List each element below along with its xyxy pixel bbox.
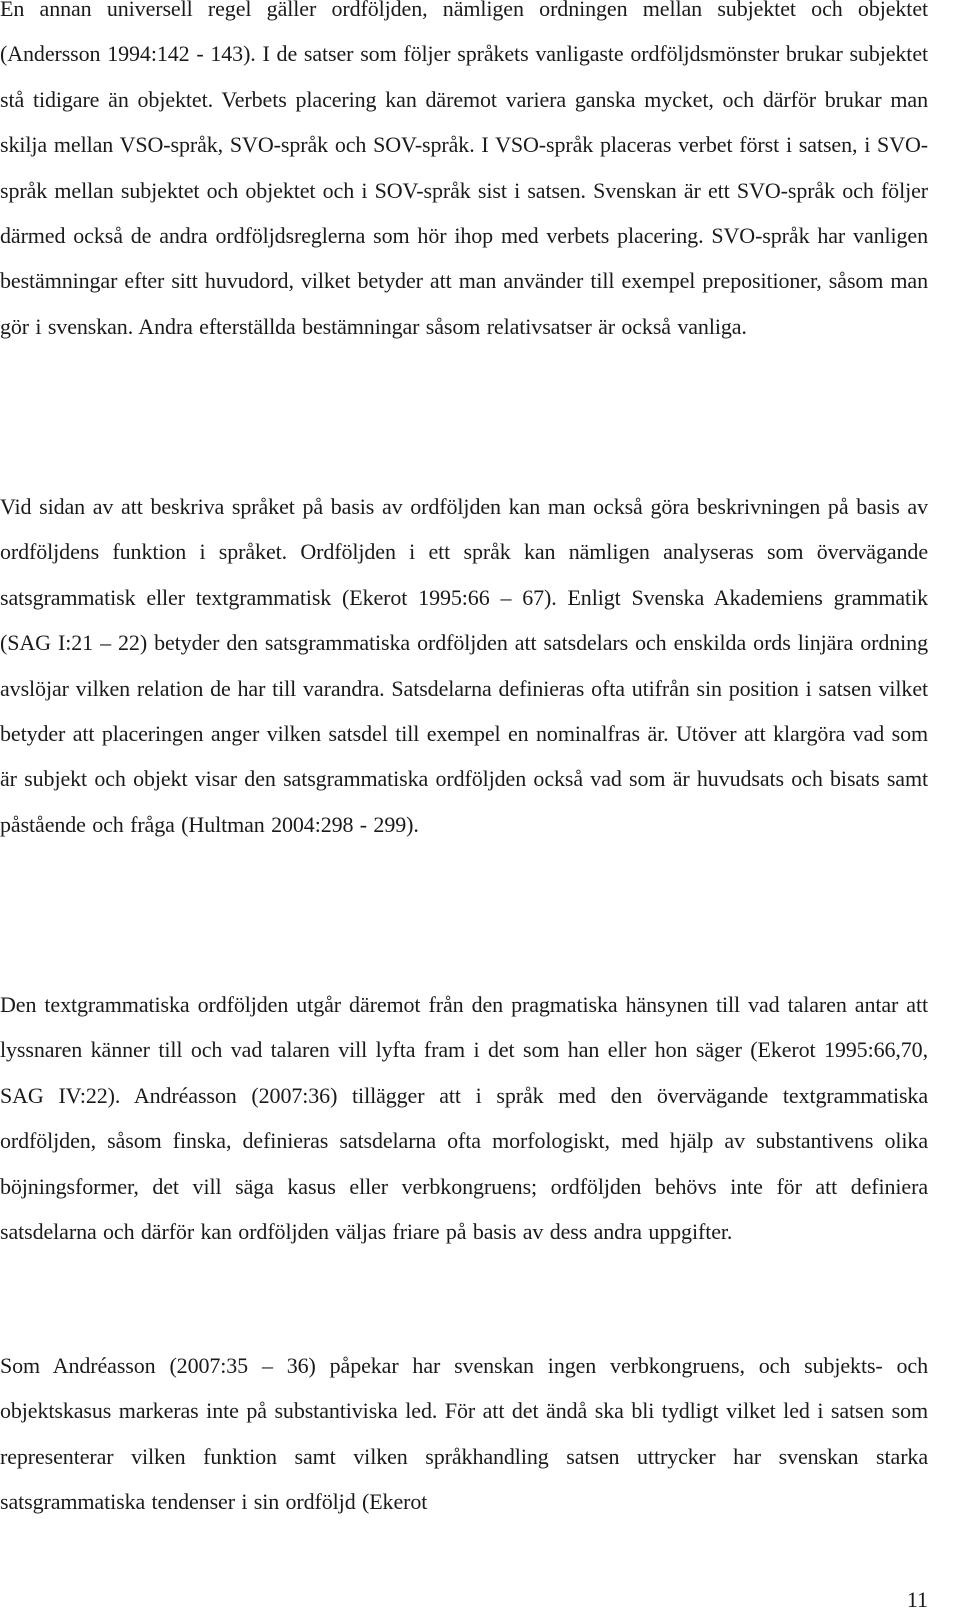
page-number: 11 — [906, 1587, 928, 1612]
paragraph-swedish-tendencies: Som Andréasson (2007:35 – 36) påpekar har svenskan ingen verbkongruens, och subjekts- och objektskasus markeras inte på substantiviska led. För att det ändå ska bli tydligt vilket led i satsen som representerar vilken funktion samt vilken språkhandling satsen uttrycker har svenskan starka satsgrammatiska tendenser i sin ordföljd (Ekerot — [0, 1353, 928, 1515]
paragraph-word-order-universal: En annan universell regel gäller ordföljden, nämligen ordningen mellan subjektet och objektet (Andersson 1994:142 - 143). I de satser som följer språkets vanligaste ordföljdsmönster brukar subjektet stå tidigare än objektet. Verbets placering kan däremot variera ganska mycket, och därför brukar man skilja mellan VSO-språk, SVO-språk och SOV-språk. I VSO-språk placeras verbet först i satsen, i SVO-språk mellan subjektet och objektet och i SOV-språk sist i satsen. Svenskan är ett SVO-språk och följer därmed också de andra ordföljdsreglerna som hör ihop med verbets placering. SVO-språk har vanligen bestämningar efter sitt huvudord, vilket betyder att man använder till exempel prepositioner, såsom man gör i svenskan. Andra efterställda bestämningar såsom relativsatser är också vanliga. — [0, 0, 928, 339]
paragraph-word-order-function: Vid sidan av att beskriva språket på basis av ordföljden kan man också göra beskrivningen på basis av ordföljdens funktion i språket. Ordföljden i ett språk kan nämligen analyseras som övervägande satsgrammatisk eller textgrammatisk (Ekerot 1995:66 – 67). Enligt Svenska Akademiens grammatik (SAG I:21 – 22) betyder den satsgrammatiska ordföljden att satsdelars och enskilda ords linjära ordning avslöjar vilken relation de har till varandra. Satsdelarna definieras ofta utifrån sin position i satsen vilket betyder att placeringen anger vilken satsdel till exempel en nominalfras är. Utöver att klargöra vad som är subjekt och objekt visar den satsgrammatiska ordföljden också vad som är huvudsats och bisats samt påstående och fråga (Hultman 2004:298 - 299). — [0, 494, 928, 837]
paragraph-text-grammatical-order: Den textgrammatiska ordföljden utgår däremot från den pragmatiska hänsynen till vad talaren antar att lyssnaren känner till och vad talaren vill lyfta fram i det som han eller hon säger (Ekerot 1995:66,70, SAG IV:22). Andréasson (2007:36) tillägger att i språk med den övervägande textgrammatiska ordföljden, såsom finska, definieras satsdelarna ofta morfologiskt, med hjälp av substantivens olika böjningsformer, det vill säga kasus eller verbkongruens; ordföljden behövs inte för att definiera satsdelarna och därför kan ordföljden väljas friare på basis av dess andra uppgifter. — [0, 992, 928, 1245]
